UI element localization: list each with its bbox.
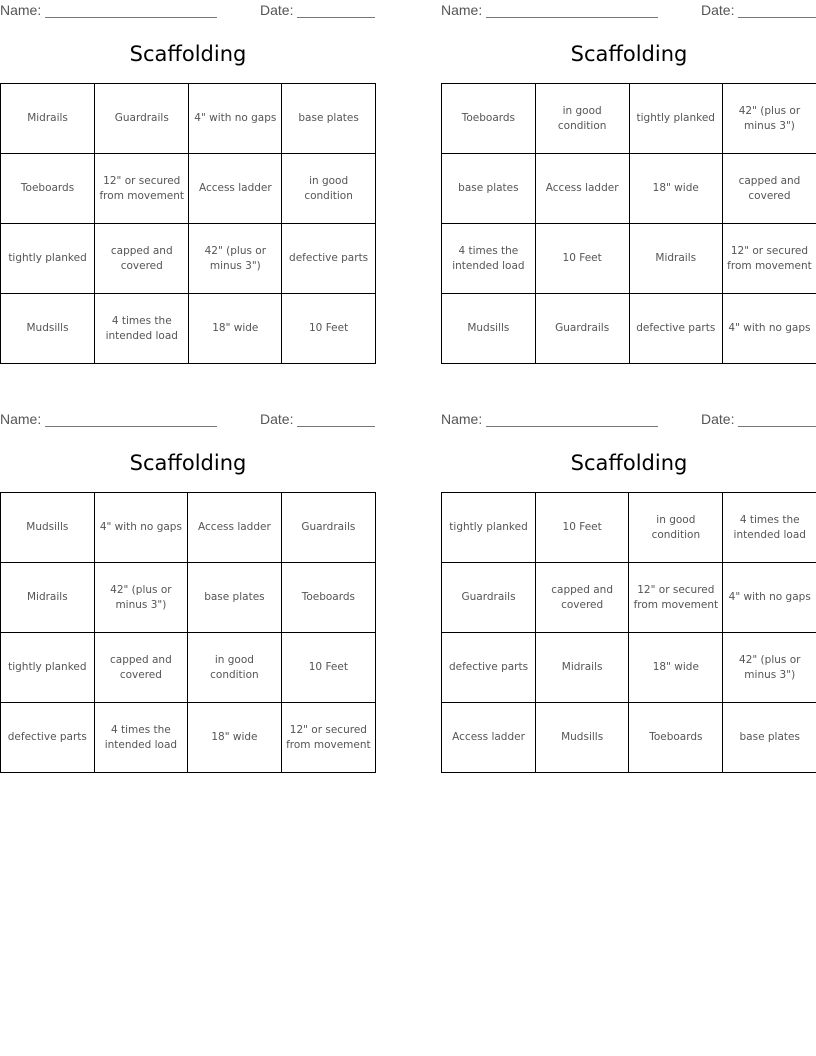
name-field[interactable] — [0, 2, 217, 18]
date-label: Date: — [701, 2, 735, 18]
grid-cell: capped and covered — [95, 224, 189, 294]
grid-cell: Mudsills — [536, 703, 629, 773]
grid-cell: Guardrails — [281, 493, 375, 563]
bingo-card — [441, 409, 816, 781]
grid-cell: 4 times the intended load — [723, 493, 816, 563]
grid-cell: 4 times the intended load — [95, 294, 189, 364]
bingo-card — [441, 0, 816, 372]
grid-cell: tightly planked — [442, 493, 536, 563]
name-blank-line[interactable] — [486, 3, 658, 18]
name-blank-line[interactable] — [45, 3, 217, 18]
date-blank-line[interactable] — [297, 412, 375, 427]
card-header — [441, 411, 816, 429]
date-field[interactable] — [701, 2, 816, 18]
grid-row — [1, 493, 376, 563]
grid-cell: 10 Feet — [535, 224, 629, 294]
card-title: Scaffolding — [570, 42, 688, 66]
grid-cell: 10 Feet — [536, 493, 629, 563]
grid-cell: 42" (plus or minus 3") — [723, 633, 816, 703]
card-header — [0, 2, 376, 20]
grid-row — [442, 633, 816, 703]
grid-cell: base plates — [442, 154, 536, 224]
grid-cell: Access ladder — [189, 154, 282, 224]
date-label: Date: — [260, 411, 294, 427]
grid-cell: 4" with no gaps — [723, 563, 816, 633]
grid-cell: Midrails — [536, 633, 629, 703]
grid-cell: 12" or secured from movement — [281, 703, 375, 773]
grid-cell: Guardrails — [95, 84, 189, 154]
grid-cell: 42" (plus or minus 3") — [189, 224, 282, 294]
grid-cell: Access ladder — [188, 493, 282, 563]
name-blank-line[interactable] — [486, 412, 658, 427]
name-label: Name: — [0, 2, 42, 18]
grid-cell: 4" with no gaps — [722, 294, 816, 364]
card-header — [441, 2, 816, 20]
grid-row — [1, 154, 376, 224]
grid-cell: 12" or secured from movement — [95, 154, 189, 224]
grid-cell: 4" with no gaps — [189, 84, 282, 154]
grid-row — [442, 703, 816, 773]
grid-row — [442, 294, 816, 364]
grid-cell: Mudsills — [1, 294, 95, 364]
grid-cell: 4" with no gaps — [94, 493, 187, 563]
name-label: Name: — [441, 411, 483, 427]
card-title: Scaffolding — [570, 451, 688, 475]
grid-cell: defective parts — [629, 294, 722, 364]
date-field[interactable] — [260, 2, 375, 18]
name-field[interactable] — [441, 2, 658, 18]
grid-cell: Midrails — [629, 224, 722, 294]
grid-cell: Guardrails — [535, 294, 629, 364]
grid-cell: Access ladder — [442, 703, 536, 773]
bingo-card — [0, 409, 376, 781]
grid-row — [1, 84, 376, 154]
grid-cell: in good condition — [282, 154, 376, 224]
grid-cell: Toeboards — [442, 84, 536, 154]
grid-cell: 10 Feet — [281, 633, 375, 703]
grid-cell: 18" wide — [629, 154, 722, 224]
date-label: Date: — [260, 2, 294, 18]
grid-row — [1, 224, 376, 294]
date-field[interactable] — [260, 411, 375, 427]
grid-cell: Toeboards — [1, 154, 95, 224]
bingo-grid — [0, 492, 376, 773]
grid-cell: 10 Feet — [282, 294, 376, 364]
grid-cell: defective parts — [442, 633, 536, 703]
grid-cell: defective parts — [1, 703, 95, 773]
card-title: Scaffolding — [129, 42, 247, 66]
date-field[interactable] — [701, 411, 816, 427]
grid-cell: 12" or secured from movement — [722, 224, 816, 294]
date-blank-line[interactable] — [738, 412, 816, 427]
grid-cell: 42" (plus or minus 3") — [722, 84, 816, 154]
grid-row — [1, 294, 376, 364]
grid-row — [442, 84, 816, 154]
grid-cell: capped and covered — [94, 633, 187, 703]
grid-row — [442, 563, 816, 633]
grid-cell: in good condition — [629, 493, 723, 563]
bingo-grid — [441, 83, 816, 364]
card-header — [0, 411, 376, 429]
grid-cell: Toeboards — [629, 703, 723, 773]
grid-cell: 4 times the intended load — [94, 703, 187, 773]
grid-cell: tightly planked — [1, 633, 95, 703]
grid-cell: Mudsills — [1, 493, 95, 563]
grid-cell: Toeboards — [281, 563, 375, 633]
grid-cell: in good condition — [188, 633, 282, 703]
card-title: Scaffolding — [129, 451, 247, 475]
grid-cell: 12" or secured from movement — [629, 563, 723, 633]
grid-row — [1, 633, 376, 703]
grid-cell: tightly planked — [1, 224, 95, 294]
grid-row — [1, 703, 376, 773]
grid-cell: tightly planked — [629, 84, 722, 154]
grid-cell: Guardrails — [442, 563, 536, 633]
grid-cell: 18" wide — [188, 703, 282, 773]
date-blank-line[interactable] — [297, 3, 375, 18]
name-field[interactable] — [0, 411, 217, 427]
name-field[interactable] — [441, 411, 658, 427]
grid-row — [442, 493, 816, 563]
grid-cell: base plates — [188, 563, 282, 633]
grid-cell: Midrails — [1, 563, 95, 633]
grid-cell: 4 times the intended load — [442, 224, 536, 294]
grid-row — [442, 154, 816, 224]
grid-cell: 42" (plus or minus 3") — [94, 563, 187, 633]
grid-row — [442, 224, 816, 294]
bingo-grid — [0, 83, 376, 364]
bingo-grid — [441, 492, 816, 773]
grid-cell: Mudsills — [442, 294, 536, 364]
date-label: Date: — [701, 411, 735, 427]
grid-cell: capped and covered — [536, 563, 629, 633]
grid-cell: Access ladder — [535, 154, 629, 224]
date-blank-line[interactable] — [738, 3, 816, 18]
grid-cell: capped and covered — [722, 154, 816, 224]
name-label: Name: — [0, 411, 42, 427]
bingo-card — [0, 0, 376, 372]
grid-cell: base plates — [282, 84, 376, 154]
name-label: Name: — [441, 2, 483, 18]
grid-row — [1, 563, 376, 633]
grid-cell: base plates — [723, 703, 816, 773]
grid-cell: Midrails — [1, 84, 95, 154]
grid-cell: 18" wide — [189, 294, 282, 364]
grid-cell: 18" wide — [629, 633, 723, 703]
name-blank-line[interactable] — [45, 412, 217, 427]
grid-cell: in good condition — [535, 84, 629, 154]
grid-cell: defective parts — [282, 224, 376, 294]
